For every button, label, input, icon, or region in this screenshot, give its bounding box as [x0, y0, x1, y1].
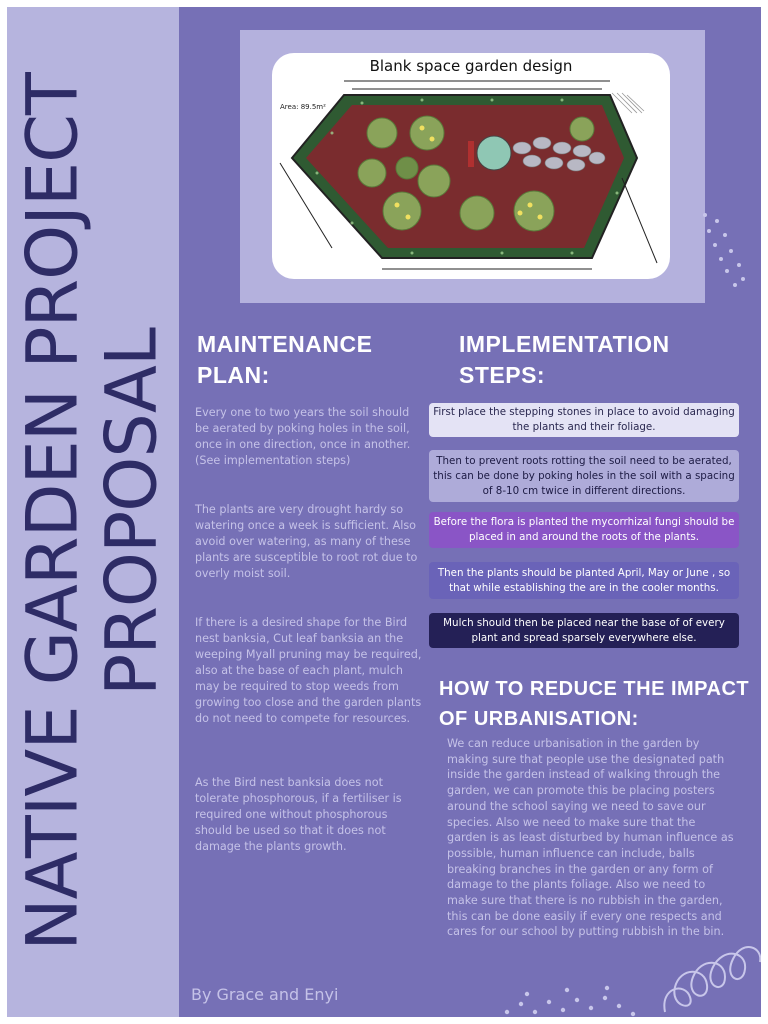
byline: By Grace and Enyi: [191, 985, 339, 1004]
diagram-area-label: Area: 89.5m²: [280, 103, 326, 111]
decorative-dots-bottom: [497, 982, 697, 1017]
implementation-step-4: Then the plants should be planted April, May or June , so that while establishing the are in the cooler months.: [429, 562, 739, 599]
maintenance-paragraph-1: Every one to two years the soil should be aerated by poking holes in the soil, once in one direction, once in another. (See implementation steps): [195, 406, 411, 467]
urbanisation-body: We can reduce urbanisation in the garden by making sure that people use the designated path inside the garden instead of walking through the garden, we can promote this be placing posters around the school saying we need to save our species. Also we need to make sure that the garden is as least disturbed by human influence as possible, human influence can include, balls breaking branches in the garden or any form of damage to the plants foliage. Also we need to make sure that there is no rubbish in the garden, this can be done easily if every one respects and cares for our school by putting rubbish in the bin.: [447, 737, 734, 939]
poster-title: [11, 73, 173, 951]
poster-title-line1: NATIVE GARDEN PROJECT: [11, 73, 94, 951]
decorative-squiggle: [655, 927, 761, 1017]
implementation-step-1: First place the stepping stones in place to avoid damaging the plants and their foliage.: [429, 403, 739, 437]
diagram-title: Blank space garden design: [369, 57, 573, 75]
implementation-step-5: Mulch should then be placed near the base of of every plant and spread sparsely everywhere else.: [429, 613, 739, 648]
poster: [7, 7, 761, 1017]
implementation-step-3: Before the flora is planted the mycorrhizal fungi should be placed in and around the roots of the plants.: [429, 512, 739, 548]
maintenance-paragraph-4: As the Bird nest banksia does not tolerate phosphorous, if a fertiliser is required one without phosphorous should be used so that it does not damage the plants growth.: [195, 776, 402, 853]
garden-design-diagram: [272, 53, 670, 279]
maintenance-paragraph-2: The plants are very drought hardy so watering once a week is sufficient. Also avoid over watering, as many of these plants are susceptible to root rot due to overly moist soil.: [195, 503, 418, 580]
maintenance-paragraph-3: If there is a desired shape for the Bird nest banksia, Cut leaf banksia an the weeping Myall pruning may be required, also at the base of each plant, mulch may be required to stop weeds from growing too close and the garden plants do not need to compete for resources.: [195, 616, 422, 725]
maintenance-heading: MAINTENANCE PLAN:: [197, 331, 373, 388]
urbanisation-heading: HOW TO REDUCE THE IMPACT OF URBANISATION:: [439, 678, 750, 730]
implementation-step-2: Then to prevent roots rotting the soil need to be aerated, this can be done by poking holes in the soil with a spacing of 8-10 cm twice in different directions.: [429, 450, 739, 502]
poster-title-line2: PROPOSAL: [91, 328, 173, 696]
title-sidebar: [7, 7, 179, 1017]
garden-plan-drawing: [272, 53, 670, 279]
implementation-heading: IMPLEMENTATION STEPS:: [459, 331, 670, 388]
